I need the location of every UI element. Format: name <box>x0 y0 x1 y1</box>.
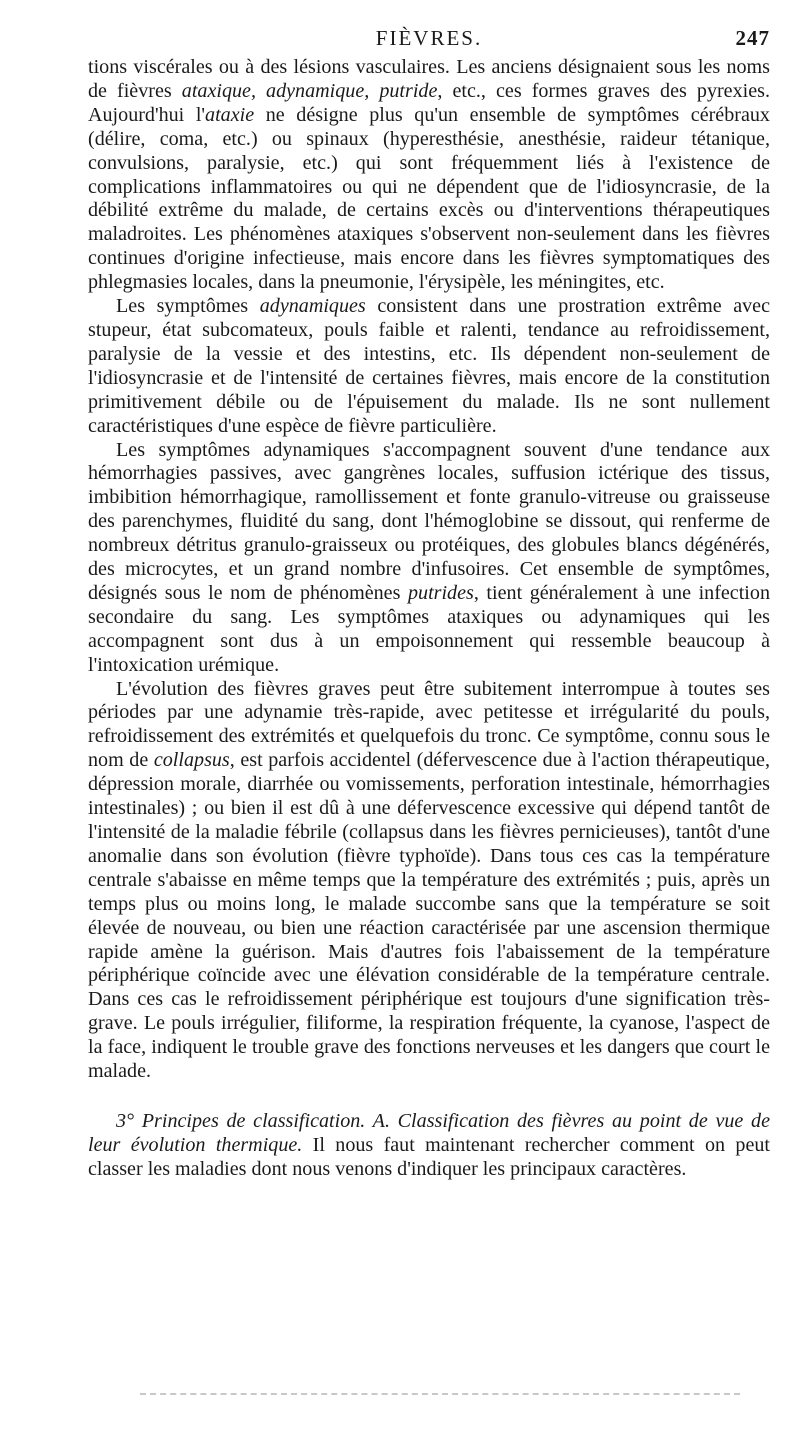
paragraph-2-segment: consistent dans une prostration extrême avec stupeur, état subcomateux, pouls faible et ralenti, tendance au refroidissement, paralysie de la vessie et des intestins, etc. Ils dépendent non-seulement de l'idiosyncrasie et de l'intensité de certaines fièvres, mais encore de la constitution primitivement débile ou de l'épuisement du malade. Ils ne sont nullement caractéristiques d'une espèce de fièvre particulière. <box>88 295 770 437</box>
paragraph-5 <box>88 1110 770 1182</box>
paragraph-3-segment: putrides <box>407 581 474 604</box>
paragraph-1-segment: , etc., ces formes graves des pyrexies. Aujourd'hui l' <box>88 79 770 126</box>
paragraph-3 <box>88 439 770 678</box>
paragraph-5-segment: 3° Principes de classification. A. Classification des fièvres au point de vue de leur évolution thermique. <box>88 1109 770 1156</box>
body-text <box>88 56 770 1182</box>
paragraph-1 <box>88 56 770 295</box>
paragraph-2-segment: Les symptômes <box>116 295 260 318</box>
paragraph-3-segment: Les symptômes adynamiques s'accompagnent souvent d'une tendance aux hémorrhagies passives, avec gangrènes locales, suffusion ictérique des tissus, imbibition hémorrhagique, ramollissement et fonte granulo-vitreuse ou graisseuse des parenchymes, fluidité du sang, dont l'hémoglobine se dissout, qui renferme de nombreux détritus granulo-graisseux ou protéiques, des globules blancs dégénérés, des microcytes, et un grand nombre d'infusoires. Cet ensemble de symptômes, désignés sous le nom de phénomènes <box>88 438 770 604</box>
running-title: FIÈVRES. <box>375 26 483 50</box>
running-header <box>88 22 770 56</box>
paragraph-4-segment: , est parfois accidentel (défervescence due à l'action thérapeutique, dépression morale, diarrhée ou vomissements, perforation intestinale, hémorrhagies intestinales) ; ou bien il est dû à une défervescence excessive qui dépend tantôt de l'intensité de la maladie fébrile (collapsus dans les fièvres pernicieuses), tantôt d'une anomalie dans son évolution (fièvre typhoïde). Dans tous ces cas la température centrale s'abaisse en même temps que la température des extrémités ; puis, après un temps plus ou moins long, le malade succombe sans que la température se soit élevée de nouveau, ou bien une réaction caractérisée par une ascension thermique rapide amène la guérison. Mais d'autres fois l'abaissement de la température périphérique coïncide avec une élévation considérable de la température centrale. Dans ces cas le refroidissement périphérique est toujours d'une signification très-grave. Le pouls irrégulier, filiforme, la respiration fréquente, la cyanose, l'aspect de la face, indiquent le trouble grave des fonctions nerveuses et les dangers que court le malade. <box>88 749 770 1083</box>
paragraph-4-segment: collapsus <box>153 749 230 772</box>
paragraph-2 <box>88 295 770 438</box>
paragraph-5-segment: Il nous faut maintenant rechercher comment on peut classer les maladies dont nous venons d'indiquer les principaux caractères. <box>88 1133 770 1180</box>
paragraph-1-segment: ataxique, adynamique, putride <box>181 79 438 102</box>
page-number: 247 <box>735 26 770 50</box>
paragraph-1-segment: tions viscérales ou à des lésions vasculaires. Les anciens désignaient sous les noms de fièvres <box>88 56 770 102</box>
paragraph-3-segment: , tient généralement à une infection secondaire du sang. Les symptômes ataxiques ou adynamiques qui les accompagnent sont dus à un empoisonnement qui ressemble beaucoup à l'intoxication urémique. <box>88 581 770 676</box>
paragraph-1-segment: ne désigne plus qu'un ensemble de symptômes cérébraux (délire, coma, etc.) ou spinaux (hyperesthésie, anesthésie, raideur tétanique, convulsions, paralysie, etc.) qui sont fréquemment liés à l'existence de complications inflammatoires ou qui ne dépendent que de l'idiosyncrasie, de la débilité extrême du malade, de certains excès ou d'interventions thérapeutiques maladroites. Les phénomènes ataxiques s'observent non-seulement dans les fièvres continues d'origine infectieuse, mais encore dans les fièvres symptomatiques des phlegmasies locales, dans la pneumonie, l'érysipèle, les méningites, etc. <box>88 103 770 294</box>
paragraph-4-segment: L'évolution des fièvres graves peut être subitement interrompue à toutes ses périodes par une adynamie très-rapide, avec petitesse et irrégularité du pouls, refroidissement des extrémités et quelquefois du tronc. Ce symptôme, connu sous le nom de <box>88 677 770 772</box>
footer-rule <box>140 1393 740 1397</box>
paragraph-4 <box>88 678 770 1084</box>
page <box>88 22 770 1182</box>
section-gap <box>88 1084 770 1110</box>
paragraph-1-segment: ataxie <box>205 103 255 126</box>
paragraph-2-segment: adynamiques <box>259 295 366 318</box>
